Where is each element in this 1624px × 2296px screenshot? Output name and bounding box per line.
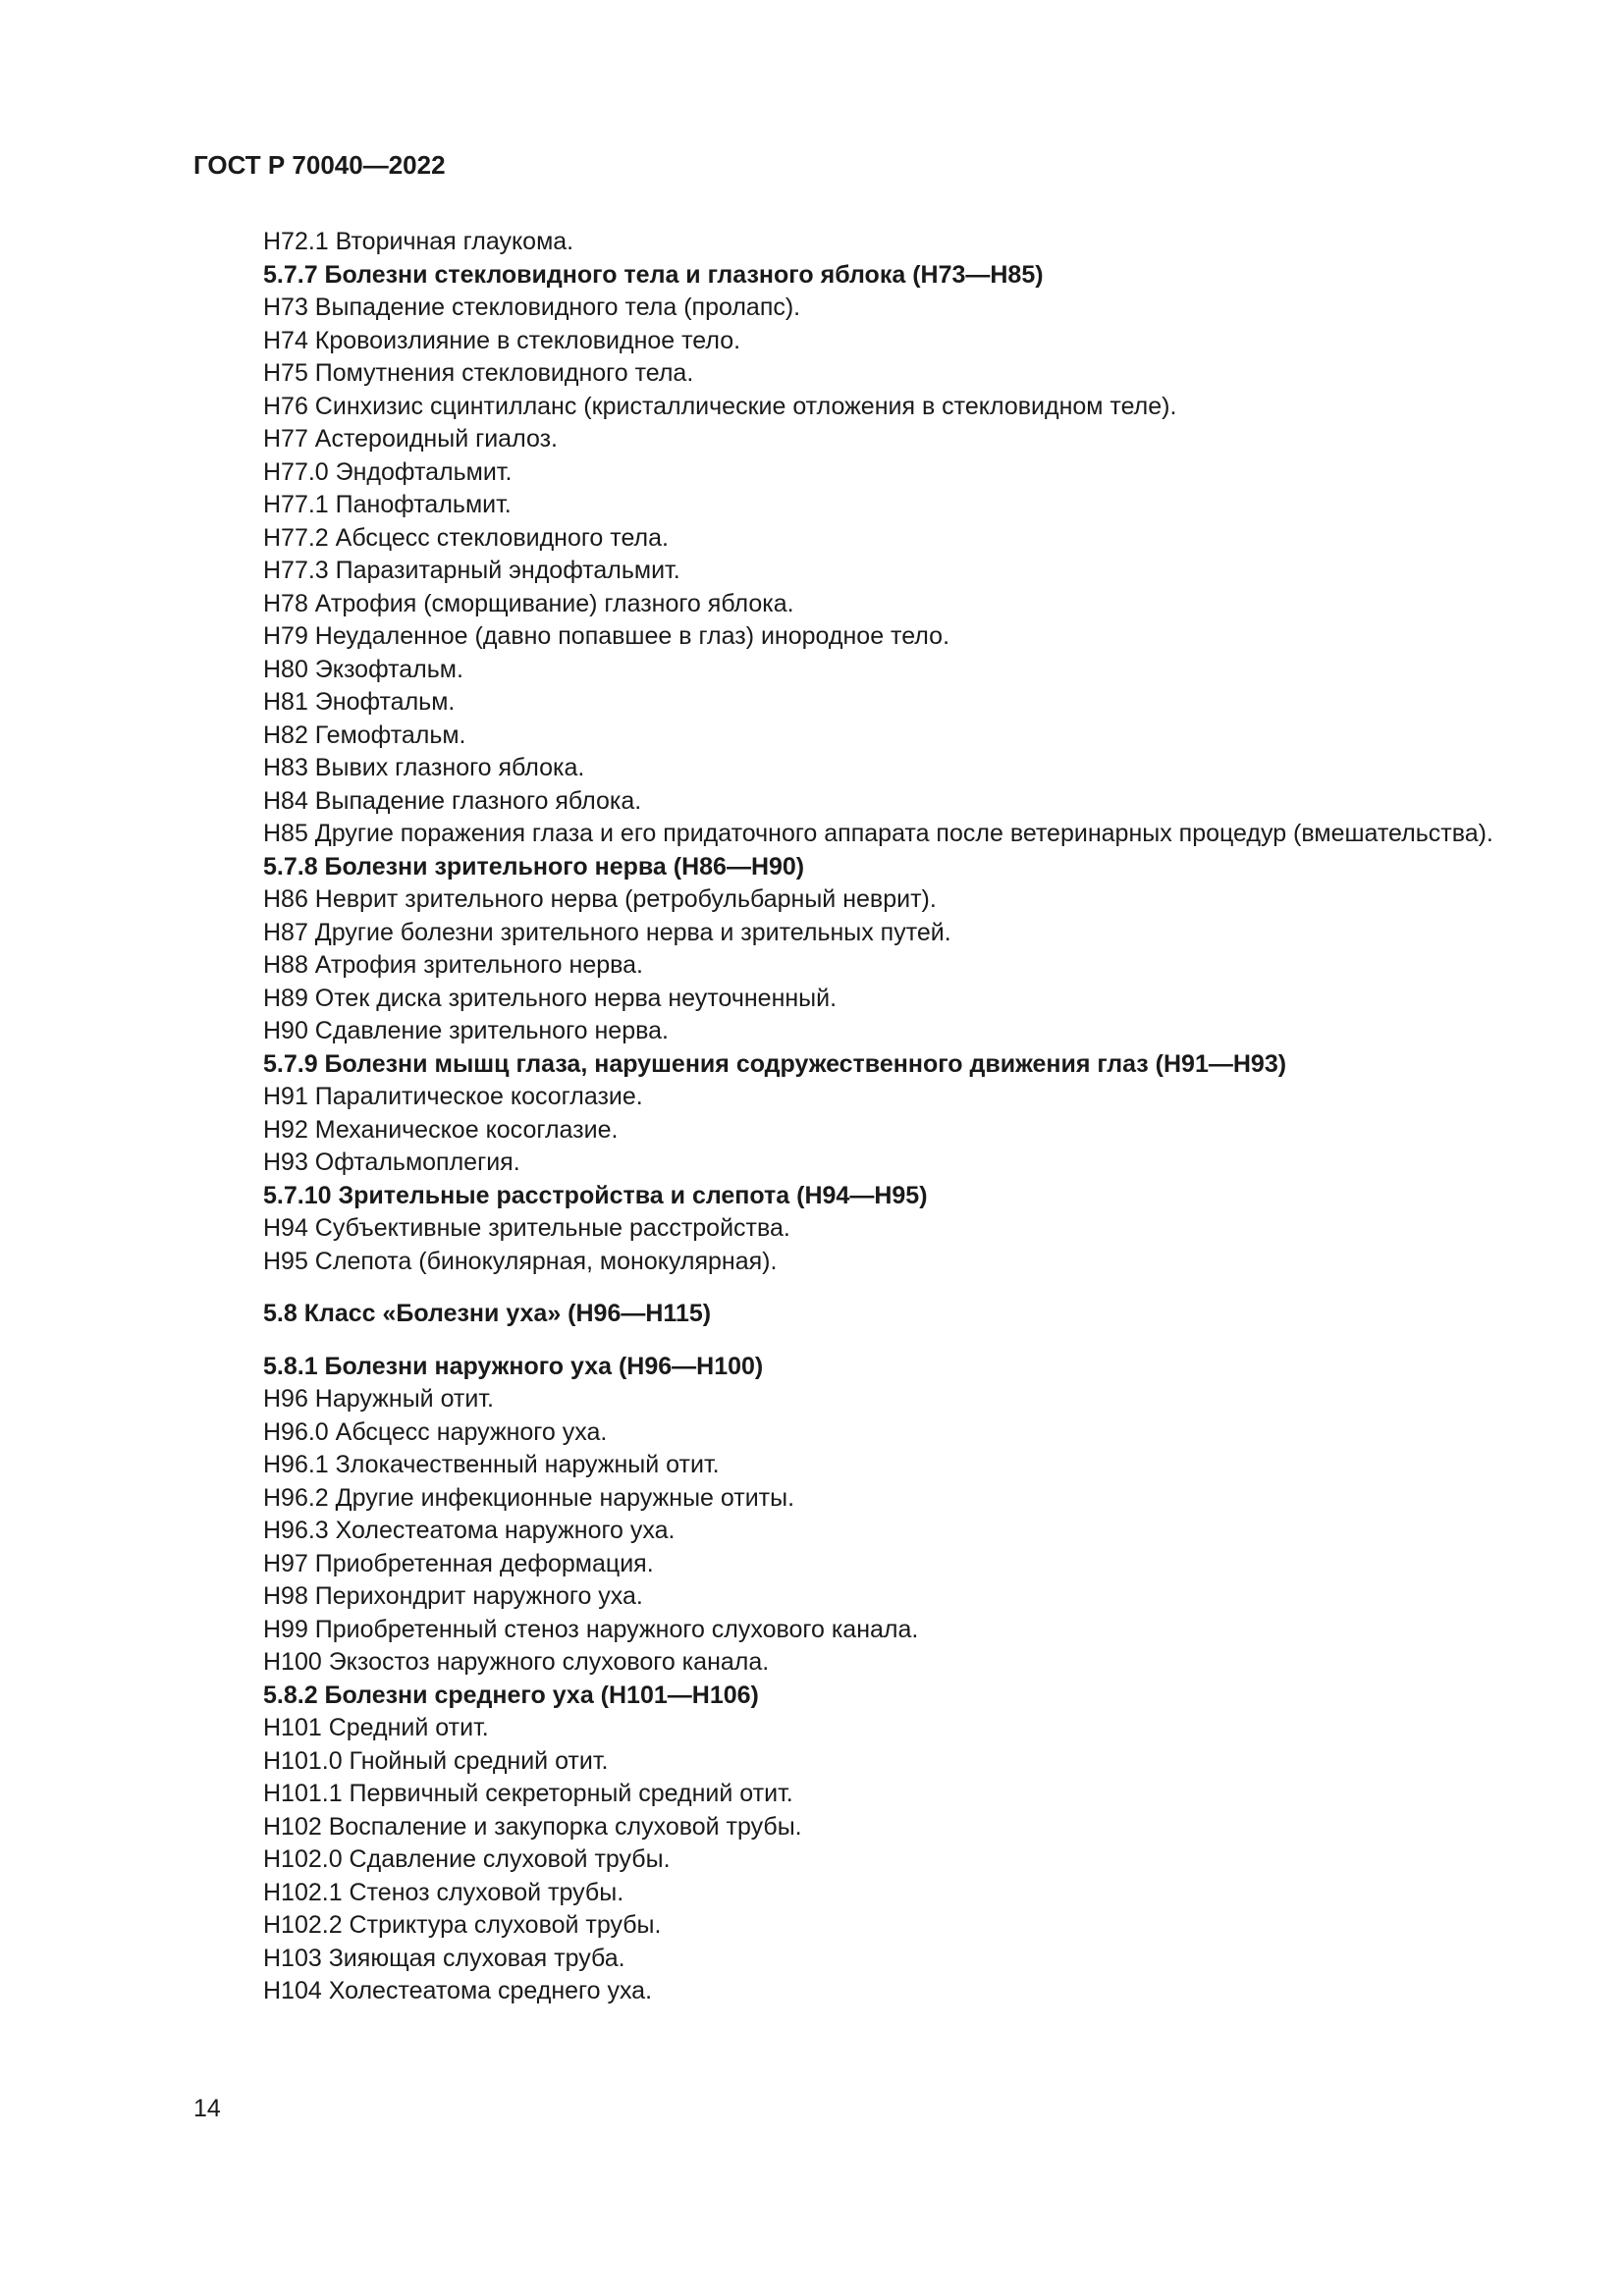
list-item: H102 Воспаление и закупорка слуховой трубы. [263, 1812, 802, 1841]
list-item: H96.3 Холестеатома наружного уха. [263, 1517, 676, 1544]
section-heading: 5.8 Класс «Болезни уха» (H96—H115) [263, 1300, 712, 1327]
list-item: H92 Механическое косоглазие. [263, 1115, 619, 1144]
document-body [177, 226, 1512, 2008]
list-item: H85 Другие поражения глаза и его придаточного аппарата после ветеринарных процедур (вмешательства). [263, 820, 1493, 847]
list-item: H72.1 Вторичная глаукома. [263, 228, 574, 255]
list-item: H95 Слепота (бинокулярная, монокулярная). [263, 1247, 778, 1275]
list-item: H77.3 Паразитарный эндофтальмит. [263, 557, 680, 584]
list-item: H102.2 Стриктура слуховой трубы. [263, 1911, 662, 1939]
list-item: H96 Наружный отит. [263, 1385, 494, 1413]
list-item: H88 Атрофия зрительного нерва. [263, 951, 643, 979]
list-item: H93 Офтальмоплегия. [263, 1148, 520, 1176]
list-item: H94 Субъективные зрительные расстройства. [263, 1214, 790, 1242]
list-item: H83 Вывих глазного яблока. [263, 754, 585, 781]
list-item: H101.0 Гнойный средний отит. [263, 1746, 609, 1775]
list-item: H74 Кровоизлияние в стекловидное тело. [263, 326, 741, 354]
list-item: H103 Зияющая слуховая труба. [263, 1944, 625, 1972]
list-item: H91 Паралитическое косоглазие. [263, 1083, 643, 1110]
section-heading: 5.7.7 Болезни стекловидного тела и глазного яблока (H73—H85) [263, 260, 1044, 289]
list-item: H77 Астероидный гиалоз. [263, 425, 558, 453]
list-item: H98 Перихондрит наружного уха. [263, 1582, 643, 1610]
section-heading: 5.8.1 Болезни наружного уха (H96—H100) [263, 1352, 764, 1380]
list-item: H80 Экзофтальм. [263, 655, 463, 683]
list-item: H102.1 Стеноз слуховой трубы. [263, 1878, 624, 1906]
list-item: H86 Неврит зрительного нерва (ретробульбарный неврит). [263, 885, 937, 913]
list-item: H102.0 Сдавление слуховой трубы. [263, 1845, 671, 1873]
list-item: H78 Атрофия (сморщивание) глазного яблока. [263, 589, 794, 617]
section-heading: 5.7.9 Болезни мышц глаза, нарушения содружественного движения глаз (H91—H93) [263, 1049, 1287, 1078]
list-item: H104 Холестеатома среднего уха. [263, 1977, 653, 2004]
list-item: H73 Выпадение стекловидного тела (пролапс). [263, 294, 801, 321]
list-item: H97 Приобретенная деформация. [263, 1549, 654, 1577]
list-item: H89 Отек диска зрительного нерва неуточненный. [263, 984, 838, 1012]
list-item: H84 Выпадение глазного яблока. [263, 786, 642, 815]
section-heading: 5.7.10 Зрительные расстройства и слепота (H94—H95) [263, 1181, 928, 1209]
list-item: H87 Другие болезни зрительного нерва и зрительных путей. [263, 918, 951, 946]
list-item: H77.0 Эндофтальмит. [263, 457, 513, 486]
list-item: H101 Средний отит. [263, 1714, 489, 1741]
list-item: H82 Гемофтальм. [263, 721, 466, 749]
list-item: H75 Помутнения стекловидного тела. [263, 359, 694, 387]
list-item: H96.2 Другие инфекционные наружные отиты. [263, 1483, 795, 1512]
list-item: H100 Экзостоз наружного слухового канала. [263, 1648, 770, 1676]
list-item: H76 Синхизис сцинтилланс (кристаллические отложения в стекловидном теле). [263, 392, 1177, 420]
list-item: H77.1 Панофтальмит. [263, 491, 512, 518]
section-heading: 5.8.2 Болезни среднего уха (H101—H106) [263, 1681, 759, 1709]
page-number: 14 [193, 2095, 221, 2122]
list-item: H99 Приобретенный стеноз наружного слухового канала. [263, 1615, 919, 1643]
list-item: H77.2 Абсцесс стекловидного тела. [263, 523, 669, 552]
list-item: H96.1 Злокачественный наружный отит. [263, 1451, 720, 1478]
list-item: H96.0 Абсцесс наружного уха. [263, 1417, 608, 1446]
document-header: ГОСТ Р 70040—2022 [193, 150, 446, 180]
list-item: H101.1 Первичный секреторный средний отит. [263, 1780, 793, 1807]
list-item: H81 Энофтальм. [263, 688, 456, 716]
list-item: H90 Сдавление зрительного нерва. [263, 1017, 669, 1044]
section-heading: 5.7.8 Болезни зрительного нерва (H86—H90) [263, 852, 805, 881]
list-item: H79 Неудаленное (давно попавшее в глаз) инородное тело. [263, 622, 950, 650]
